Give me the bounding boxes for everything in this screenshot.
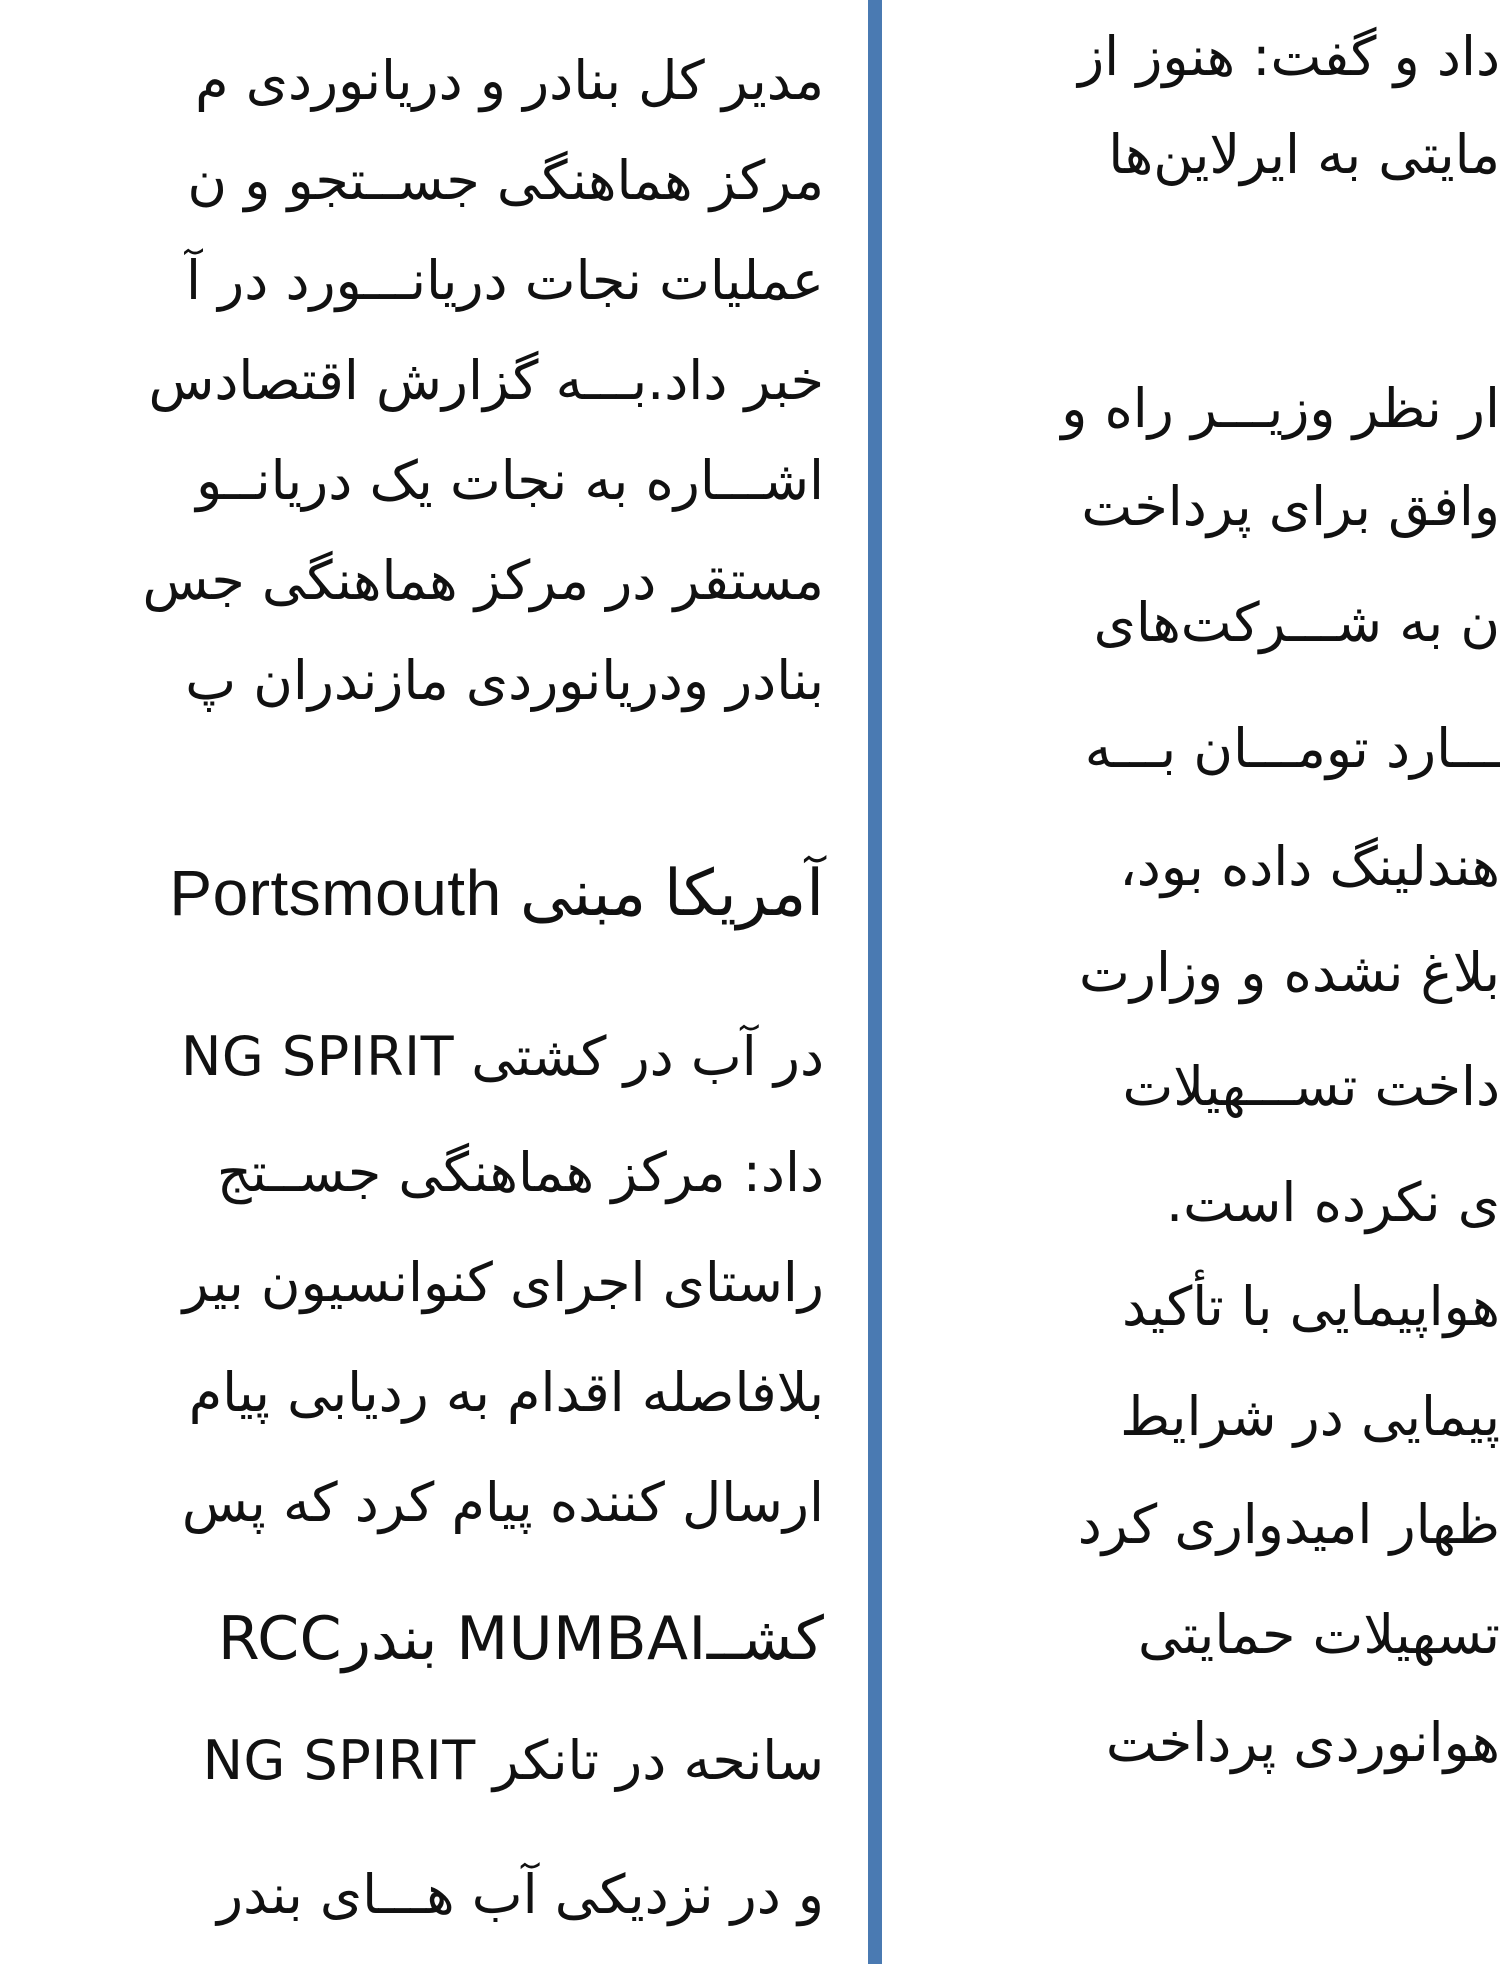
text-line: داد و گفت: هنوز از (1078, 25, 1500, 88)
text-line: پیمایی در شرایط (1120, 1385, 1500, 1448)
text-line: مستقر در مرکز هماهنگی جس (142, 549, 824, 612)
text-line: ظهار امیدواری کرد (1077, 1493, 1500, 1556)
text-line: داخت تســـهیلات (1122, 1055, 1500, 1118)
text-line: راستای اجرای کنوانسیون بیر (182, 1251, 824, 1314)
text-line: مرکز هماهنگی جســتجو و ن (187, 149, 824, 212)
text-line: ی نکرده است. (1165, 1171, 1500, 1234)
text-line: بنادر ودریانوردی مازندران پ (185, 649, 824, 712)
text-line: عملیات نجات دریانـــورد در آ (186, 249, 824, 312)
text-line: تسهیلات حمایتی (1138, 1603, 1500, 1666)
text-line: RCCبندر MUMBAIکشــ (218, 1604, 824, 1674)
text-line: هندلینگ داده بود، (1119, 835, 1500, 898)
text-line: مدیر کل بنادر و دریانوردی م (195, 49, 824, 112)
text-line: ار نظر وزیـــر راه و (1061, 377, 1500, 440)
article-column-right (890, 0, 1500, 1964)
text-line: ـــارد تومـــان بـــه (1084, 717, 1500, 780)
text-line: اشـــاره به نجات یک دریانــو (196, 449, 824, 512)
text-line: مایتی به ایرلاین‌ها (1108, 123, 1500, 186)
text-line: هواپیمایی با تأکید (1121, 1275, 1500, 1338)
text-line: بلافاصله اقدام به ردیابی پیام (188, 1361, 824, 1424)
text-line: سانحه در تانکر NG SPIRIT (202, 1729, 824, 1792)
text-line: ارسال کننده پیام کرد که پس (181, 1471, 824, 1534)
text-line: در آب در کشتی NG SPIRIT (180, 1025, 824, 1088)
text-line: Portsmouth آمریکا مبنی (169, 857, 824, 929)
text-line: بلاغ نشده و وزارت (1079, 941, 1500, 1004)
text-line: داد: مرکز هماهنگی جســتج (216, 1141, 824, 1204)
text-line: هوانوردی پرداخت (1105, 1711, 1500, 1774)
text-line: و در نزدیکی آب هـــای بندر (217, 1863, 824, 1926)
column-divider (868, 0, 882, 1964)
text-line: ن به شـــرکت‌های (1093, 591, 1500, 654)
text-line: خبر داد.بـــه گزارش اقتصادس (148, 349, 824, 412)
text-line: وافق برای پرداخت (1081, 475, 1500, 538)
